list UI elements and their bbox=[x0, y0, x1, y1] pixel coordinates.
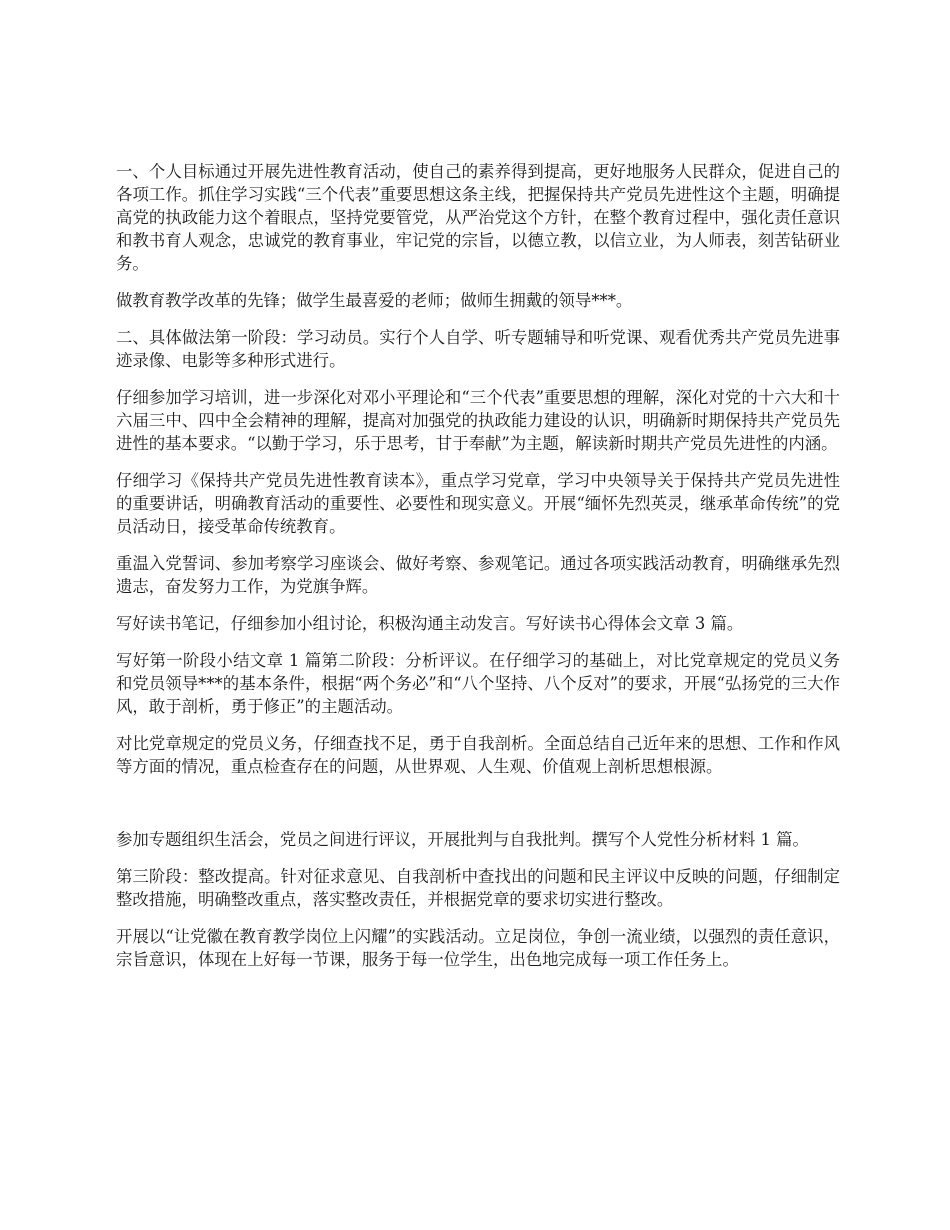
paragraph-personal-goal: 一、个人目标通过开展先进性教育活动，使自己的素养得到提高，更好地服务人民群众，促进自己的各项工作。抓住学习实践“三个代表”重要思想这条主线，把握保持共产党员先进性这个主题，明确提高党的执政能力这个着眼点，坚持党要管党，从严治党这个方针，在整个教育过程中，强化责任意识和教书育人观念，忠诚党的教育事业，牢记党的宗旨，以德立教，以信立业，为人师表，刻苦钻研业务。 bbox=[116, 162, 840, 273]
paragraph-stage-one: 二、具体做法第一阶段：学习动员。实行个人自学、听专题辅导和听党课、观看优秀共产党员先进事迹录像、电影等多种形式进行。 bbox=[116, 328, 840, 370]
paragraph-stage-two: 写好第一阶段小结文章 1 篇第二阶段：分析评议。在仔细学习的基础上，对比党章规定的党员义务和党员领导***的基本条件，根据“两个务必”和“八个坚持、八个反对”的要求，开展“弘扬党的三大作风，敢于剖析，勇于修正”的主题活动。 bbox=[116, 651, 840, 716]
paragraph-self-analysis: 对比党章规定的党员义务，仔细查找不足，勇于自我剖析。全面总结自己近年来的思想、工作和作风等方面的情况，重点检查存在的问题，从世界观、人生观、价值观上剖析思想根源。 bbox=[116, 734, 840, 776]
paragraph-oath: 重温入党誓词、参加考察学习座谈会、做好考察、参观笔记。通过各项实践活动教育，明确继承先烈遗志，奋发努力工作，为党旗争辉。 bbox=[116, 554, 840, 596]
paragraph-stage-three: 第三阶段：整改提高。针对征求意见、自我剖析中查找出的问题和民主评议中反映的问题，仔细制定整改措施，明确整改重点，落实整改责任，并根据党章的要求切实进行整改。 bbox=[116, 867, 840, 909]
document-body bbox=[116, 160, 840, 985]
paragraph-training: 仔细参加学习培训，进一步深化对邓小平理论和“三个代表”重要思想的理解，深化对党的十六大和十六届三中、四中全会精神的理解，提高对加强党的执政能力建设的认识，明确新时期保持共产党员先进性的基本要求。“以勤于学习，乐于思考，甘于奉献”为主题，解读新时期共产党员先进性的内涵。 bbox=[116, 388, 840, 453]
paragraph-reader-study: 仔细学习《保持共产党员先进性教育读本》，重点学习党章，学习中央领导关于保持共产党员先进性的重要讲话，明确教育活动的重要性、必要性和现实意义。开展“缅怀先烈英灵，继承革命传统”的党员活动日，接受革命传统教育。 bbox=[116, 471, 840, 536]
paragraph-pioneer: 做教育教学改革的先锋；做学生最喜爱的老师；做师生拥戴的领导***。 bbox=[116, 291, 633, 310]
section-gap bbox=[116, 792, 840, 828]
paragraph-life-meeting: 参加专题组织生活会，党员之间进行评议，开展批判与自我批判。撰写个人党性分析材料 1 篇。 bbox=[116, 830, 809, 849]
paragraph-practice: 开展以“让党徽在教育教学岗位上闪耀”的实践活动。立足岗位，争创一流业绩，以强烈的责任意识，宗旨意识，体现在上好每一节课，服务于每一位学生，出色地完成每一项工作任务上。 bbox=[116, 927, 840, 969]
paragraph-notes: 写好读书笔记，仔细参加小组讨论，积极沟通主动发言。写好读书心得体会文章 3 篇。 bbox=[116, 614, 744, 633]
